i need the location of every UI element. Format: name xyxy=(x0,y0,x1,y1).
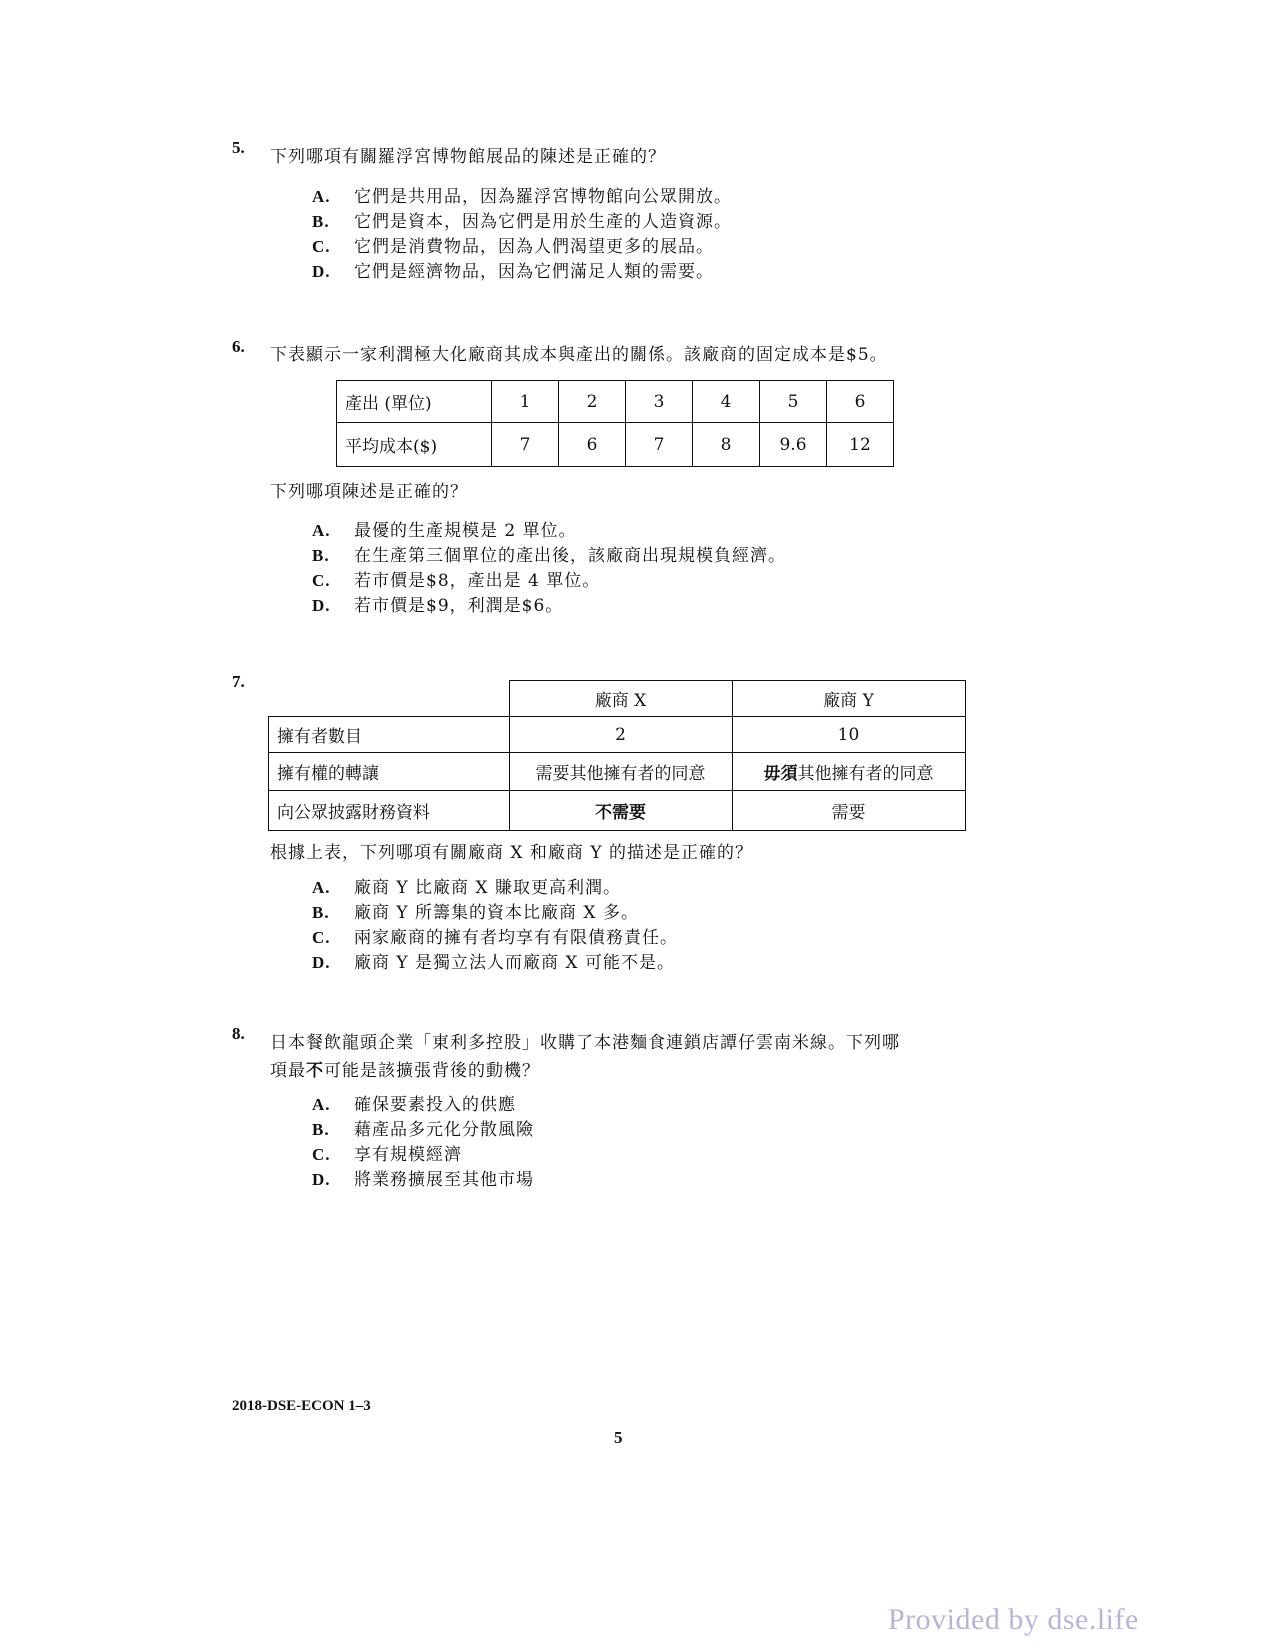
column-header-firm-y: 廠商 Y xyxy=(732,681,965,717)
option-text: 若市價是$8，產出是 4 單位。 xyxy=(354,571,601,591)
table-corner xyxy=(269,681,510,717)
table-row xyxy=(269,753,966,791)
watermark: Provided by dse.life xyxy=(888,1603,1139,1636)
option-letter: C. xyxy=(312,237,331,256)
table-cell: 需要其他擁有者的同意 xyxy=(509,753,732,791)
q8-question-line2 xyxy=(270,1056,540,1081)
q8-question-line1: 日本餐飲龍頭企業「東利多控股」收購了本港麵食連鎖店譚仔雲南米線。下列哪 xyxy=(270,1033,900,1053)
column-header-firm-x: 廠商 X xyxy=(509,681,732,717)
option-text: 它們是經濟物品，因為它們滿足人類的需要。 xyxy=(354,262,714,282)
q6-option-a xyxy=(312,516,577,541)
table-cell: 7 xyxy=(492,423,559,467)
q6-option-c xyxy=(312,566,600,591)
table-cell: 2 xyxy=(559,381,626,423)
option-letter: D. xyxy=(312,953,331,972)
page-number: 5 xyxy=(614,1428,623,1447)
option-text: 將業務擴展至其他市場 xyxy=(354,1170,534,1190)
q5-option-d xyxy=(312,257,714,282)
emphasis-text: 毋須 xyxy=(763,764,798,784)
option-text: 藉產品多元化分散風險 xyxy=(354,1120,534,1140)
option-letter: B. xyxy=(312,1120,330,1139)
table-cell: 1 xyxy=(492,381,559,423)
table-cell: 12 xyxy=(827,423,894,467)
q5-question: 下列哪項有關羅浮宮博物館展品的陳述是正確的？ xyxy=(270,147,666,167)
row-header-transfer: 擁有權的轉讓 xyxy=(269,753,510,791)
option-letter: C. xyxy=(312,1145,331,1164)
option-text: 廠商 Y 所籌集的資本比廠商 X 多。 xyxy=(354,903,639,923)
row-header-average-cost: 平均成本($) xyxy=(337,423,492,467)
table-cell: 6 xyxy=(559,423,626,467)
table-cell: 10 xyxy=(732,717,965,753)
q6-number: 6. xyxy=(232,337,245,356)
option-letter: B. xyxy=(312,546,330,565)
q7-sub-question: 根據上表，下列哪項有關廠商 X 和廠商 Y 的描述是正確的？ xyxy=(270,843,753,863)
option-text: 享有規模經濟 xyxy=(354,1145,462,1165)
option-letter: D. xyxy=(312,262,331,281)
question-text: 可能是該擴張背後的動機？ xyxy=(324,1061,540,1081)
row-header-output: 產出 (單位) xyxy=(337,381,492,423)
table-cell: 4 xyxy=(693,381,760,423)
q6-sub-question: 下列哪項陳述是正確的？ xyxy=(270,482,468,502)
option-letter: A. xyxy=(312,878,331,897)
table-cell: 8 xyxy=(693,423,760,467)
table-cell: 2 xyxy=(509,717,732,753)
option-text: 若市價是$9，利潤是$6。 xyxy=(354,596,564,616)
q8-option-d xyxy=(312,1165,534,1190)
option-text: 最優的生產規模是 2 單位。 xyxy=(354,521,577,541)
option-text: 它們是消費物品，因為人們渴望更多的展品。 xyxy=(354,237,714,257)
option-text: 它們是資本，因為它們是用於生產的人造資源。 xyxy=(354,212,732,232)
table-cell: 需要 xyxy=(732,791,965,831)
option-letter: B. xyxy=(312,903,330,922)
option-text: 它們是共用品，因為羅浮宮博物館向公眾開放。 xyxy=(354,187,732,207)
q7-number: 7. xyxy=(232,672,245,691)
emphasis-text: 不 xyxy=(306,1061,324,1081)
q5-option-b xyxy=(312,207,732,232)
q6-cost-table xyxy=(336,380,894,467)
table-cell: 5 xyxy=(760,381,827,423)
q7-option-d xyxy=(312,948,675,973)
option-letter: A. xyxy=(312,1095,331,1114)
q8-option-b xyxy=(312,1115,534,1140)
table-cell: 7 xyxy=(626,423,693,467)
table-row xyxy=(269,681,966,717)
q7-firm-table xyxy=(268,680,966,831)
option-text: 廠商 Y 是獨立法人而廠商 X 可能不是。 xyxy=(354,953,675,973)
question-text: 項最 xyxy=(270,1061,306,1081)
option-text: 在生產第三個單位的產出後，該廠商出現規模負經濟。 xyxy=(354,546,786,566)
q8-option-a xyxy=(312,1090,516,1115)
q8-option-c xyxy=(312,1140,462,1165)
table-cell: 6 xyxy=(827,381,894,423)
option-letter: B. xyxy=(312,212,330,231)
option-letter: C. xyxy=(312,571,331,590)
table-cell xyxy=(732,753,965,791)
table-row xyxy=(269,717,966,753)
exam-code: 2018-DSE-ECON 1–3 xyxy=(232,1398,371,1414)
q7-option-c xyxy=(312,923,678,948)
option-text: 兩家廠商的擁有者均享有有限債務責任。 xyxy=(354,928,678,948)
option-letter: A. xyxy=(312,521,331,540)
row-header-owners: 擁有者數目 xyxy=(269,717,510,753)
table-cell: 不需要 xyxy=(509,791,732,831)
option-text: 廠商 Y 比廠商 X 賺取更高利潤。 xyxy=(354,878,621,898)
q7-option-b xyxy=(312,898,639,923)
q8-number: 8. xyxy=(232,1024,245,1043)
option-letter: A. xyxy=(312,187,331,206)
option-letter: C. xyxy=(312,928,331,947)
option-text: 確保要素投入的供應 xyxy=(354,1095,516,1115)
q5-option-a xyxy=(312,182,732,207)
q5-number: 5. xyxy=(232,138,245,157)
table-cell: 9.6 xyxy=(760,423,827,467)
q6-option-b xyxy=(312,541,786,566)
table-row xyxy=(337,381,894,423)
option-letter: D. xyxy=(312,596,331,615)
q6-question: 下表顯示一家利潤極大化廠商其成本與產出的關係。該廠商的固定成本是$5。 xyxy=(270,345,888,365)
table-cell: 3 xyxy=(626,381,693,423)
q5-option-c xyxy=(312,232,714,257)
table-row xyxy=(269,791,966,831)
cell-text: 其他擁有者的同意 xyxy=(797,764,934,784)
row-header-disclosure: 向公眾披露財務資料 xyxy=(269,791,510,831)
q7-option-a xyxy=(312,873,621,898)
q6-option-d xyxy=(312,591,563,616)
option-letter: D. xyxy=(312,1170,331,1189)
table-row xyxy=(337,423,894,467)
